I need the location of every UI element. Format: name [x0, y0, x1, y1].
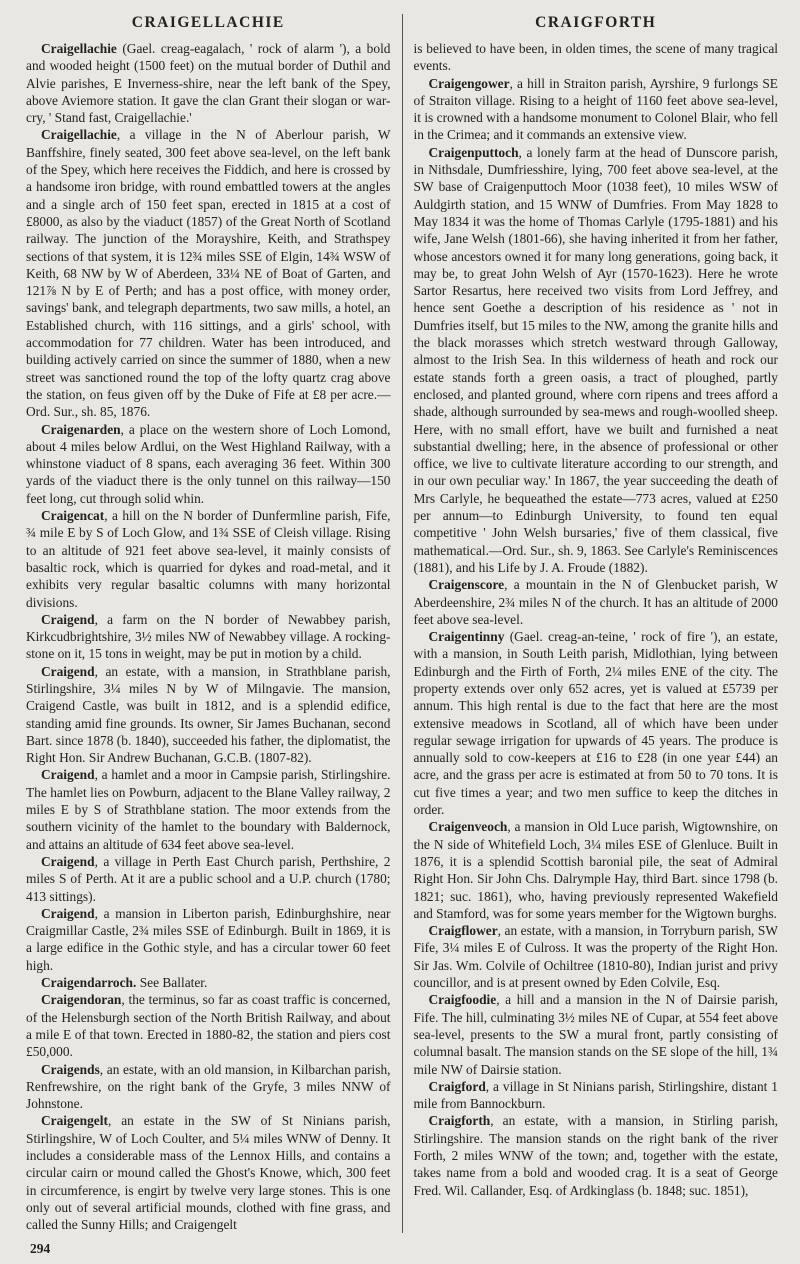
entry-lead: Craigenscore [428, 577, 505, 593]
left-column [26, 12, 391, 1233]
entry-lead: Craigentinny [428, 629, 505, 645]
entry-craigenputtoch [414, 144, 779, 576]
entry-text: , a mansion in Liberton parish, Edinburghshire, near Craigmillar Castle, 2¾ miles SSE of Edinburgh. Built in 1869, it is a large edifice in the Gothic style, and has a circular tower 60 feet high. [26, 905, 391, 973]
entry-text: , an estate in the SW of St Ninians parish, Stirlingshire, W of Loch Coulter, and 5¼ miles WNW of Denny. It includes a considerable mass of the Lennox Hills, and contains a circular cairn or mound called the Ghost's Knowe, which, 300 feet in circumference, is engirt by twelve very large stones. This is one only out of several artificial mounds, clothed with fine grass, and called the Sunny Hills; and Craigengelt [26, 1113, 391, 1233]
page-number: 294 [30, 1240, 56, 1258]
entry-craigend-strathblane [26, 663, 391, 767]
entry-lead: Craigellachie [41, 41, 117, 56]
entry-craigengower [414, 75, 779, 144]
column-header-right: CRAIGFORTH [535, 14, 657, 31]
right-column [414, 12, 779, 1233]
entry-text: , a mountain in the N of Glenbucket parish, W Aberdeenshire, 2¾ miles N of the church. It has an altitude of 2000 feet above sea-level. [413, 577, 778, 627]
entry-text: , a hill in Straiton parish, Ayrshire, 9 furlongs SE of Straiton village. Rising to a height of 1160 feet above sea-level, it is crowned with a handsome monument to Colonel Blair, who fell in the Crimea; and it commands an extensive view. [413, 75, 778, 143]
entry-lead: Craigendarroch. [41, 975, 137, 991]
entry-craigfoodie [414, 991, 779, 1077]
entry-craigend-farm [26, 611, 391, 663]
entry-craigencat [26, 507, 391, 611]
entry-lead: Craigendoran [41, 992, 122, 1008]
entry-text: , a village in St Ninians parish, Stirlingshire, distant 1 mile from Bannockburn. [413, 1078, 778, 1112]
entry-text: is believed to have been, in olden times, the scene of many tragical events. [413, 41, 778, 74]
entry-craigenscore [414, 576, 779, 628]
entry-text: , an estate, with an old mansion, in Kilbarchan parish, Renfrewshire, on the right bank of the Gryfe, 3 miles NNW of Johnstone. [26, 1061, 391, 1112]
entry-lead: Craigend [41, 853, 95, 869]
entry-text: (Gael. creag-an-teine, ' rock of fire '), an estate, with a mansion, in South Leith parish, Midlothian, lying between Edinburgh and the Firth of Forth, 2¼ miles ENE of the city. The property extends over only 652 acres, yet is valued at £5739 per annum. This high rental is due to the fact that here are the most extensive meadows in Scotland, all of which have been under regular sewage irrigation for upwards of 45 years. The produce is annually sold to cow-keepers at £16 to £28 (in one year £44) an acre, and the grass per acre is estimated at from 50 to 70 tons. It is cut five times a year; and two men suffice to keep the ditches in order. [413, 629, 778, 818]
entry-craigflower [414, 922, 779, 991]
entry-lead: Craigforth [428, 1113, 491, 1129]
entry-craigend-perth [26, 853, 391, 905]
entry-lead: Craigend [41, 905, 95, 921]
entry-text: , a lonely farm at the head of Dunscore parish, in Nithsdale, Dumfriesshire, lying, 700 feet above sea-level, at the SW base of Craigenputtoch Moor (1038 feet), 10 miles WSW of Auldgirth station, and 15 WNW of Dumfries. From May 1828 to May 1834 it was the home of Thomas Carlyle (1795-1881) and his wife, Jane Welsh (1801-66), she having inherited it from her father, whose ancestors owned it for many long generations, going back, it may be, to great John Welsh of Ayr (1570-1623). Here he wrote Sartor Resartus, here received two visits from Lord Jeffrey, and hence sent Goethe a description of his residence as ' not in Dumfries itself, but 15 miles to the NW, among the granite hills and the black morasses which stretch westward through Galloway, almost to the Irish Sea. In this wilderness of heath and rock our estate stands forth a green oasis, a tract of ploughed, partly enclosed, and planted ground, where corn ripens and trees afford a shade, although surrounded by sea-mews and rough-woolled sheep. Here, with no small effort, have we built and furnished a neat substantial dwelling; here, in the absence of professional or other office, we live to cultivate literature according to our strength, and in our own peculiar way.' In 1867, the year succeeding the death of Mrs Carlyle, he bequeathed the estate—773 acres, valued at £250 per annum—to Edinburgh University, to found ten equal competitive ' John Welsh bursaries,' five of them classical, five mathematical.—Ord. Sur., sh. 9, 1863. See Carlyle's Reminiscences (1881), and his Life by J. A. Froude (1882). [413, 144, 778, 575]
entry-text: (Gael. creag-eagalach, ' rock of alarm '), a bold and wooded height (1500 feet) on the mutual border of Duthil and Alvie parishes, E Inverness-shire, near the left bank of the Spey, above Aviemore station. It gave the clan Grant their slogan or war-cry, ' Stand fast, Craigellachie.' [26, 41, 391, 126]
entry-text: See Ballater. [136, 975, 208, 991]
entry-lead: Craigflower [428, 923, 498, 939]
entry-text: , an estate, with a mansion, in Strathblane parish, Stirlingshire, 3¼ miles N by W of Milngavie. The mansion, Craigend Castle, was built in 1812, and is a splendid edifice, standing amid fine grounds. Its owner, Sir James Buchanan, second Bart. since 1878 (b. 1840), succeeded his father, the diplomatist, the Right Hon. Sir Andrew Buchanan, G.C.B. (1807-82). [26, 663, 391, 766]
entry-text: , a hill on the N border of Dunfermline parish, Fife, ¾ mile E by S of Loch Glow, and 1¾ SSE of Cleish village. Rising to an altitude of 921 feet above sea-level, it mainly consists of basaltic rock, which is quarried for dykes and road-metal, and it exhibits very regular basaltic columns with many horizontal divisions. [26, 508, 391, 610]
entry-lead: Craigengelt [41, 1113, 108, 1129]
entry-lead: Craigencat [41, 508, 105, 524]
entry-lead: Craigengower [428, 75, 510, 91]
entry-lead: Craigford [428, 1078, 486, 1094]
entry-text: , a place on the western shore of Loch Lomond, about 4 miles below Ardlui, on the West Highland Railway, with a whinstone viaduct of 8 spans, each averaging 36 feet. Within 300 yards of the viaduct there is the only tunnel on this railway—150 feet long, cut through solid whin. [26, 421, 391, 506]
column-divider-rule [402, 14, 403, 1233]
entry-craigellachie-rock [26, 40, 391, 126]
entry-lead: Craigenveoch [428, 819, 508, 835]
entry-text: , a mansion in Old Luce parish, Wigtownshire, on the N side of Whitefield Loch, 3¼ miles ESE of Glenluce. Built in 1876, it is a splendid Scottish baronial pile, the seat of Admiral Right Hon. Sir John Chs. Dalrymple Hay, third Bart. since 1798 (b. 1821; suc. 1861), who, having previously represented Wakefield and Stamford, was for some years member for the Wigtown burghs. [413, 819, 778, 921]
entry-lead: Craigenarden [41, 421, 121, 437]
entry-craigendarroch [26, 974, 391, 991]
entry-lead: Craigellachie [41, 127, 117, 143]
entry-text: , the terminus, so far as coast traffic is concerned, of the Helensburgh section of the North British Railway, and about a mile E of that town. Erected in 1880-82, the station and piers cost £50,000. [26, 992, 391, 1060]
column-header-left: CRAIGELLACHIE [131, 14, 285, 31]
entry-craigends [26, 1061, 391, 1113]
entry-text: , a hill and a mansion in the N of Dairsie parish, Fife. The hill, culminating 3½ miles NE of Cupar, at 554 feet above sea-level, presents to the SW a mural front, partly consisting of columnal basalt. The mansion stands on the SE slope of the hill, 1¾ mile NW of Dairsie station. [413, 992, 778, 1077]
entry-lead: Craigfoodie [428, 992, 497, 1008]
entry-craigenarden [26, 421, 391, 507]
entry-craigford [414, 1078, 779, 1113]
entry-text: , an estate, with a mansion, in Stirling parish, Stirlingshire. The mansion stands on the right bank of the river Forth, 2 miles WNW of the town; and, together with the estate, takes name from a bold and wooded crag. It is a seat of George Fred. Wil. Callander, Esq. of Ardkinglass (b. 1848; suc. 1851), [413, 1113, 778, 1198]
entry-continuation-craigengelt [414, 40, 779, 75]
entry-craigend-campsie [26, 766, 391, 852]
entry-text: , a hamlet and a moor in Campsie parish, Stirlingshire. The hamlet lies on Powburn, adjacent to the Blane Valley railway, 2 miles E by S of Strathblane station. The moor extends from the southern vicinity of the hamlet to the boundary with Baldernock, and attains an altitude of 634 feet above sea-level. [26, 767, 391, 852]
entry-lead: Craigends [41, 1061, 100, 1077]
entry-craigengelt [26, 1112, 391, 1233]
entry-craigenveoch [414, 818, 779, 922]
entry-lead: Craigend [41, 663, 95, 679]
entry-lead: Craigend [41, 611, 95, 627]
entry-craigend-liberton [26, 905, 391, 974]
entry-text: , a village in the N of Aberlour parish, W Banffshire, finely seated, 300 feet above sea-level, on the left bank of the Spey, which here receives the Fiddich, and here is crossed by a handsome iron bridge, with round embattled towers at the angles and a single arch of 150 feet span, erected in 1815 at a cost of £8000, as also by the viaduct (1857) of the Great North of Scotland railway. The junction of the Morayshire, Keith, and Strathspey sections of that system, it is 12¾ miles SSE of Elgin, 14¾ WSW of Keith, 68 NW by W of Aberdeen, 33¼ NE of Boat of Garten, and 121⅞ N by E of Perth; and has a post office, with money order, savings' bank, and telegraph departments, two saw mills, a hotel, an Established church, with 116 sittings, and a girls' school, with accommodation for 77 children. Water has been introduced, and building actively carried on since the summer of 1880, when a new street was sanctioned round the top of the lofty quartz crag above the station, on feus given off by the Duke of Fife at £8 per acre.—Ord. Sur., sh. 85, 1876. [26, 127, 391, 420]
entry-lead: Craigenputtoch [428, 144, 519, 160]
entry-lead: Craigend [41, 767, 95, 783]
entry-craigentinny [414, 628, 779, 818]
entry-text: , a farm on the N border of Newabbey parish, Kirkcudbrightshire, 3½ miles NW of Newabbey village. A rocking-stone on it, 15 tons in weight, may be put in motion by a child. [26, 611, 391, 662]
entry-text: , a village in Perth East Church parish, Perthshire, 2 miles S of Perth. At it are a public school and a U.P. church (1780; 413 sittings). [26, 853, 391, 904]
entry-text: , an estate, with a mansion, in Torryburn parish, SW Fife, 3¼ miles E of Culross. It was the property of the Right Hon. Sir Jas. Wm. Colvile of Ochiltree (1810-80), Indian jurist and privy councillor, and is at present owned by Eden Colvile, Esq. [413, 923, 778, 991]
entry-craigendoran [26, 991, 391, 1060]
entry-craigforth [414, 1112, 779, 1198]
entry-craigellachie-village [26, 126, 391, 420]
